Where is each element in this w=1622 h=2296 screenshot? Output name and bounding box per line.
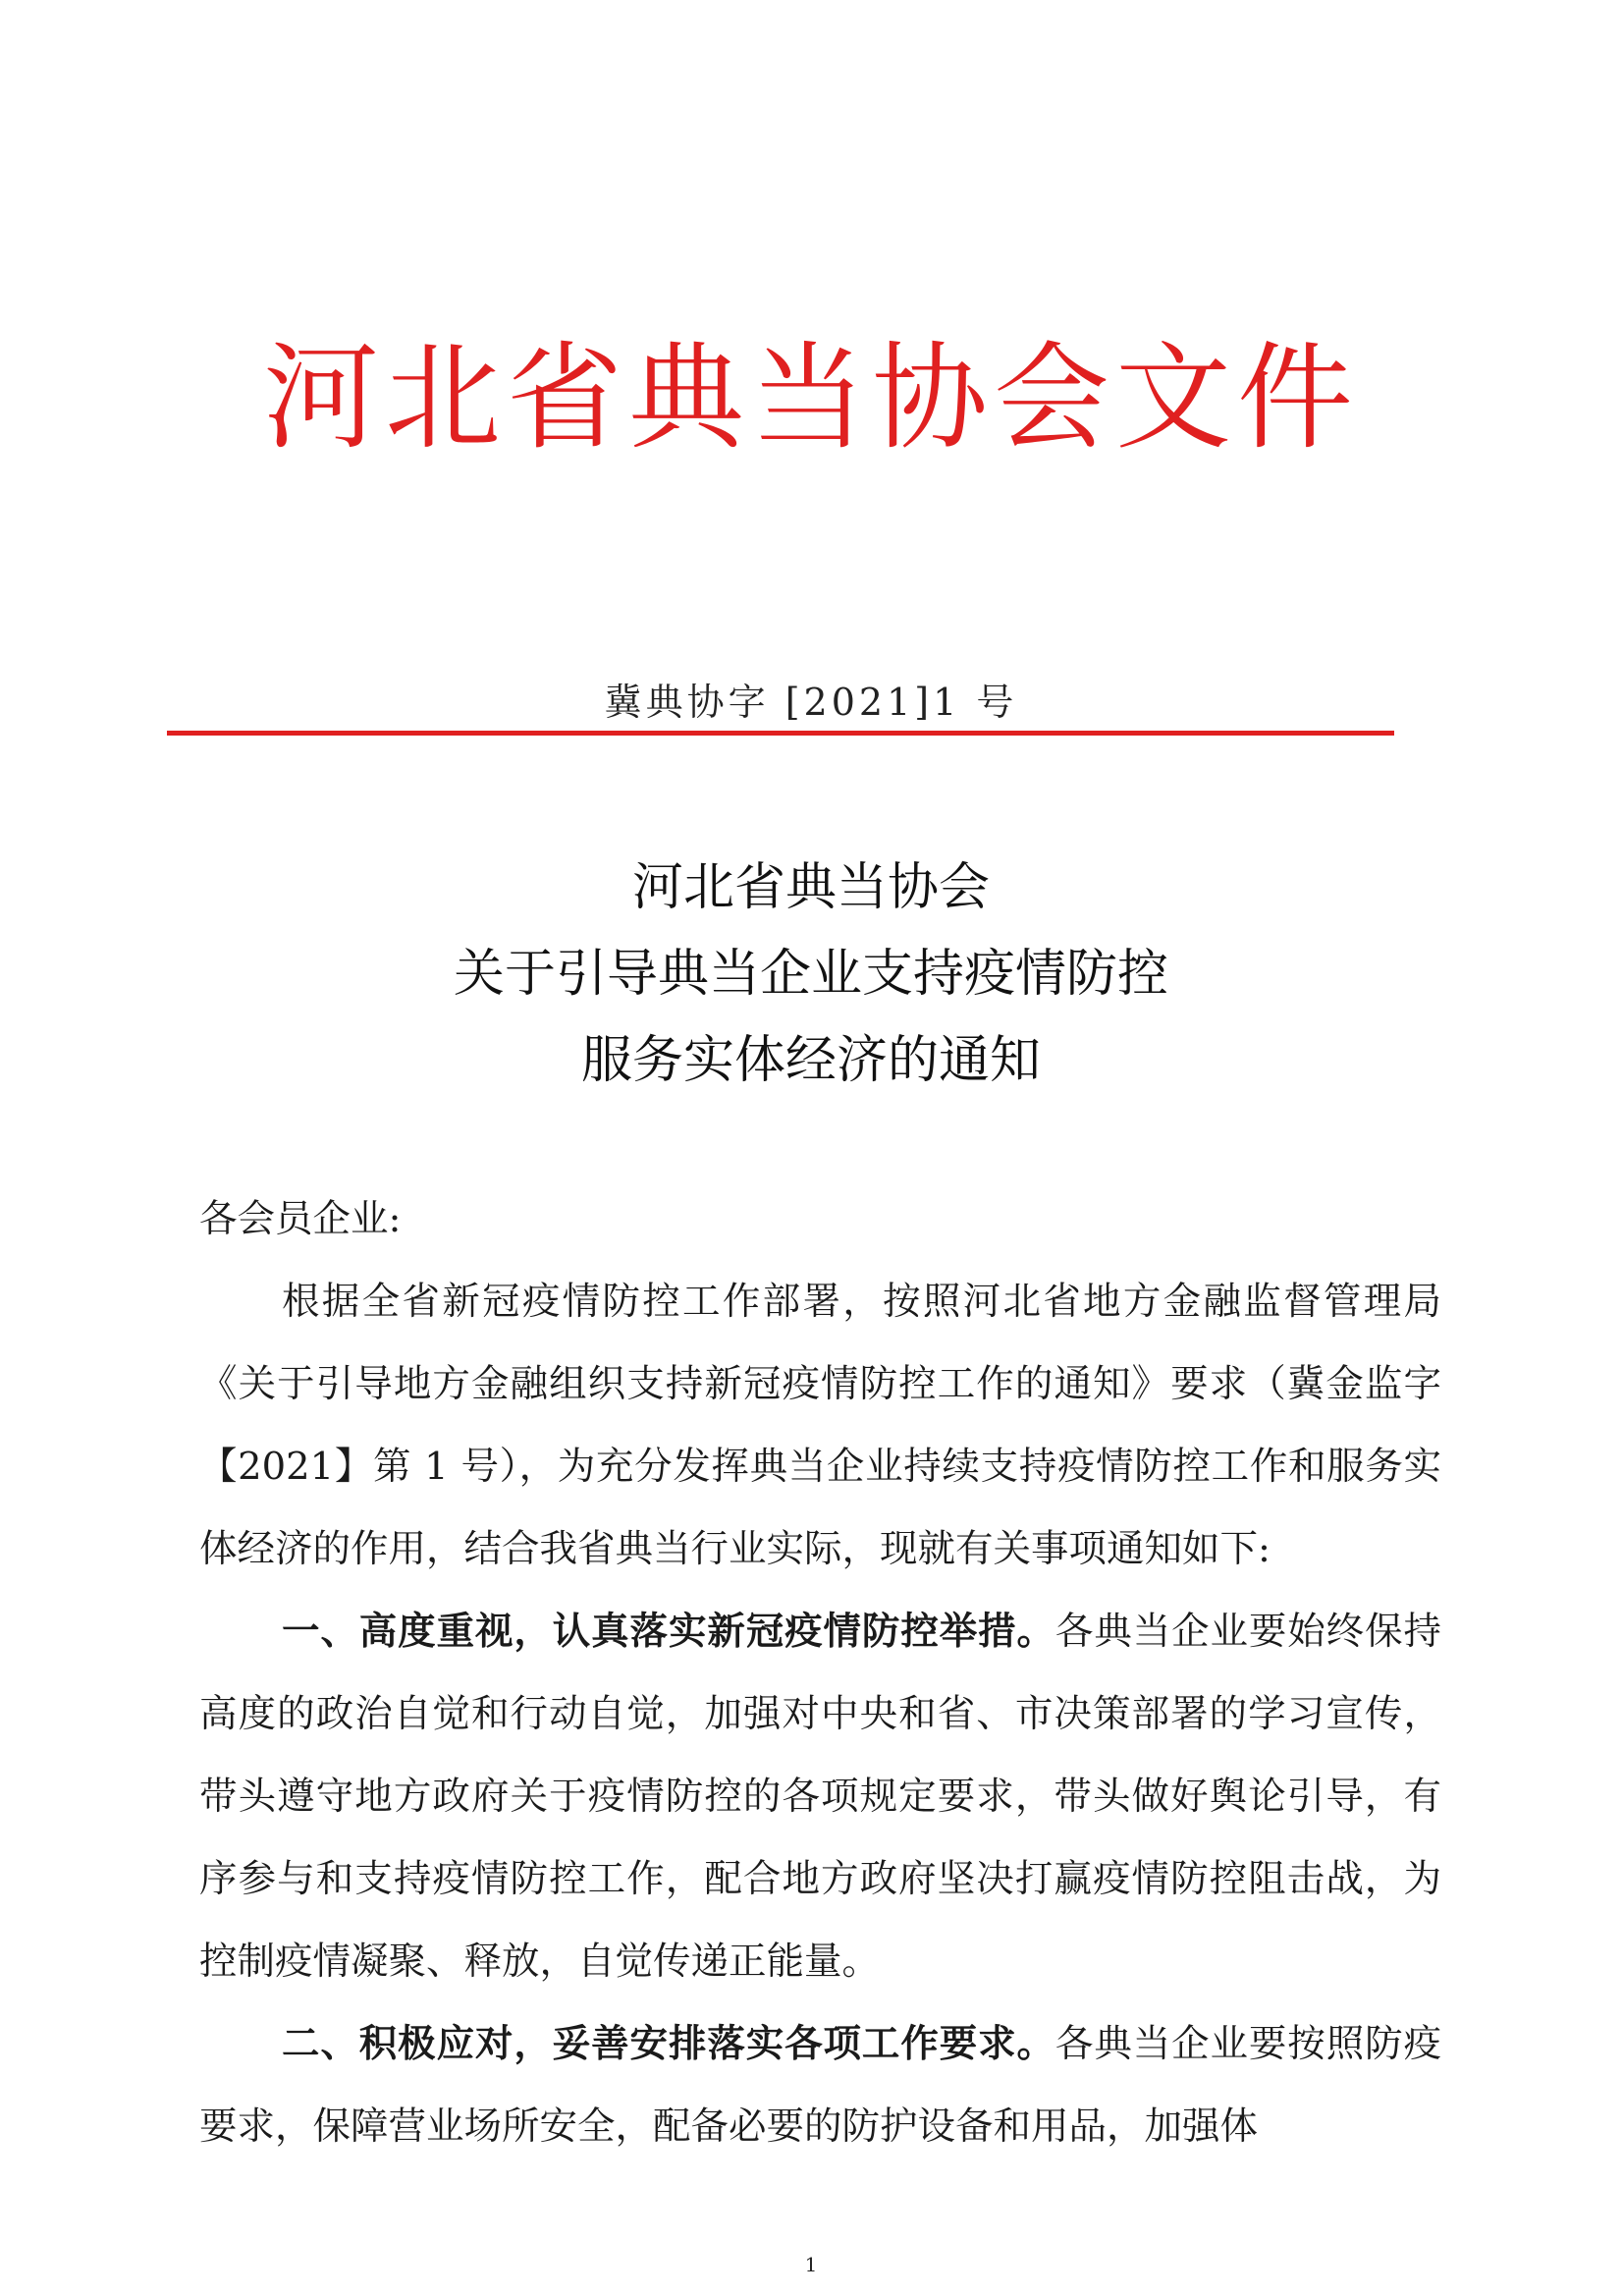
intro-paragraph: 根据全省新冠疫情防控工作部署，按照河北省地方金融监督管理局《关于引导地方金融组织支持新冠疫情防控工作的通知》要求（冀金监字【2021】第 1 号），为充分发挥典当企业持续支持疫情防控工作和服务实体经济的作用，结合我省典当行业实际，现就有关事项通知如下: (199, 1280, 1441, 1571)
document-number: 冀典协字 [2021]1 号 (604, 681, 1018, 724)
section-1-paragraph (199, 1591, 1441, 2003)
section-2-heading: 二、积极应对，妥善安排落实各项工作要求。 (282, 2022, 1055, 2066)
section-2-text: 各典当企业要按照防疫要求，保障营业场所安全，配备必要的防护设备和用品，加强体 (199, 2022, 1441, 2149)
page-number: 1 (804, 2253, 818, 2276)
title-line-1: 河北省典当协会 (631, 858, 990, 917)
title-line-2: 关于引导典当企业支持疫情防控 (453, 945, 1168, 1004)
red-divider-line (167, 731, 1394, 736)
section-1-text: 各典当企业要始终保持高度的政治自觉和行动自觉，加强对中央和省、市决策部署的学习宣传，带头遵守地方政府关于疫情防控的各项规定要求，带头做好舆论引导，有序参与和支持疫情防控工作，配合地方政府坚决打赢疫情防控阻击战，为控制疫情凝聚、释放，自觉传递正能量。 (199, 1610, 1441, 1984)
notice-title (0, 845, 1622, 1104)
masthead-title: 河北省典当协会文件 (262, 330, 1359, 465)
section-2-paragraph (199, 2003, 1441, 2168)
title-line-3: 服务实体经济的通知 (580, 1031, 1041, 1090)
salutation: 各会员企业: (199, 1197, 402, 1241)
notice-body (199, 1178, 1441, 2168)
section-1-heading: 一、高度重视，认真落实新冠疫情防控举措。 (282, 1610, 1055, 1654)
